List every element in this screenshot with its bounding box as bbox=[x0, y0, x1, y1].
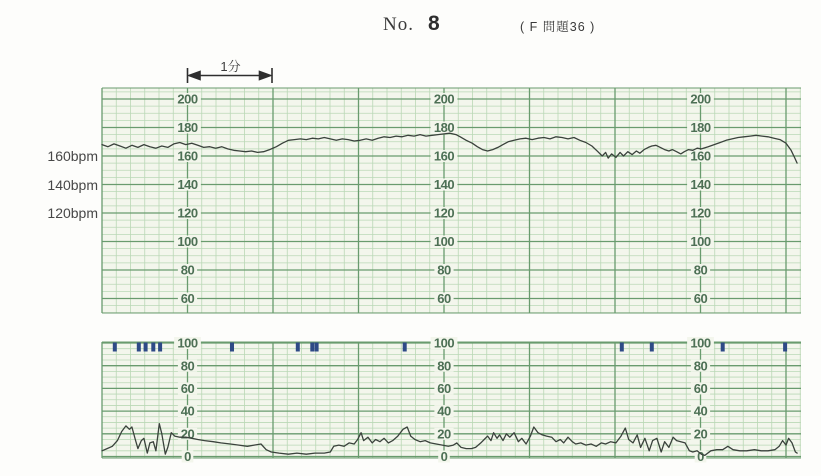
uterine-activity-axis-tick-label: 0 bbox=[697, 449, 704, 465]
bpm-label-140: 140bpm bbox=[47, 177, 98, 193]
fetal-movement-marker bbox=[403, 343, 407, 352]
fetal-heart-rate-axis-tick-label: 100 bbox=[433, 234, 455, 250]
uterine-activity-axis-tick-label: 100 bbox=[690, 335, 711, 351]
fetal-movement-marker bbox=[620, 343, 624, 352]
fetal-movement-marker bbox=[296, 343, 300, 352]
page-number-value: 8 bbox=[428, 12, 440, 35]
fetal-heart-rate-axis-tick-label: 120 bbox=[690, 205, 711, 221]
fetal-heart-rate-axis-tick-label: 120 bbox=[433, 205, 455, 221]
fetal-movement-marker bbox=[158, 343, 162, 352]
uterine-activity-axis-tick-label: 20 bbox=[180, 426, 195, 442]
fetal-heart-rate-axis-tick-label: 160 bbox=[177, 148, 198, 164]
uterine-activity-axis-tick-label: 0 bbox=[184, 449, 191, 465]
fetal-heart-rate-axis-tick-label: 200 bbox=[433, 91, 455, 107]
fetal-heart-rate-axis-tick-label: 180 bbox=[690, 120, 711, 136]
fetal-heart-rate-axis-tick-label: 160 bbox=[433, 148, 455, 164]
fetal-heart-rate-axis-tick-label: 100 bbox=[690, 234, 711, 250]
fetal-movement-marker bbox=[113, 343, 117, 352]
fetal-heart-rate-axis-tick-label: 180 bbox=[433, 120, 455, 136]
uterine-activity-axis-tick-label: 40 bbox=[437, 403, 451, 419]
fetal-heart-rate-axis-tick-label: 180 bbox=[177, 120, 198, 136]
fetal-movement-marker bbox=[137, 343, 141, 352]
fetal-heart-rate-axis-tick-label: 200 bbox=[177, 91, 198, 107]
fetal-heart-rate-axis-tick-label: 80 bbox=[693, 262, 708, 278]
uterine-activity-axis-tick-label: 40 bbox=[180, 403, 195, 419]
fetal-movement-marker bbox=[144, 343, 148, 352]
fetal-heart-rate-axis-tick-label: 140 bbox=[433, 177, 455, 193]
fetal-movement-marker bbox=[151, 343, 155, 352]
fetal-movement-marker bbox=[721, 343, 725, 352]
fetal-heart-rate-axis-tick-label: 120 bbox=[177, 205, 198, 221]
fetal-movement-marker bbox=[783, 343, 787, 352]
uterine-activity-axis-tick-label: 20 bbox=[693, 426, 708, 442]
fetal-movement-marker bbox=[310, 343, 314, 352]
uterine-activity-axis-tick-label: 100 bbox=[177, 335, 198, 351]
uterine-activity-axis-tick-label: 80 bbox=[437, 358, 451, 374]
page-number-label: No. bbox=[383, 14, 414, 35]
fetal-movement-marker bbox=[315, 343, 319, 352]
fetal-heart-rate-axis-tick-label: 140 bbox=[690, 177, 711, 193]
fetal-heart-rate-axis-tick-label: 200 bbox=[690, 91, 711, 107]
fetal-heart-rate-axis-tick-label: 160 bbox=[690, 148, 711, 164]
fetal-heart-rate-axis-tick-label: 140 bbox=[177, 177, 198, 193]
fetal-heart-rate-axis-tick-label: 100 bbox=[177, 234, 198, 250]
uterine-activity-axis-tick-label: 40 bbox=[693, 403, 708, 419]
uterine-activity-axis-tick-label: 80 bbox=[180, 358, 195, 374]
exam-question-label: ( F 問題36 ) bbox=[520, 20, 596, 34]
fetal-heart-rate-axis-tick-label: 60 bbox=[437, 291, 451, 307]
uterine-activity-axis-tick-label: 60 bbox=[437, 381, 451, 396]
fetal-heart-rate-axis-tick-label: 80 bbox=[437, 262, 451, 278]
one-minute-scale-label: 1分 bbox=[220, 59, 241, 74]
uterine-activity-axis-tick-label: 60 bbox=[180, 381, 195, 396]
fetal-heart-rate-axis-tick-label: 80 bbox=[180, 262, 195, 278]
uterine-activity-axis-tick-label: 100 bbox=[433, 335, 455, 351]
fetal-heart-rate-axis-tick-label: 60 bbox=[693, 291, 708, 307]
bpm-label-160: 160bpm bbox=[47, 148, 98, 164]
bpm-label-120: 120bpm bbox=[47, 205, 98, 221]
uterine-activity-axis-tick-label: 60 bbox=[693, 381, 708, 396]
uterine-activity-axis-tick-label: 20 bbox=[437, 426, 451, 442]
fetal-movement-marker bbox=[230, 343, 234, 352]
uterine-activity-axis-tick-label: 0 bbox=[440, 449, 448, 465]
fetal-heart-rate-axis-tick-label: 60 bbox=[180, 291, 195, 307]
uterine-activity-axis-tick-label: 80 bbox=[693, 358, 708, 374]
fetal-movement-marker bbox=[650, 343, 654, 352]
